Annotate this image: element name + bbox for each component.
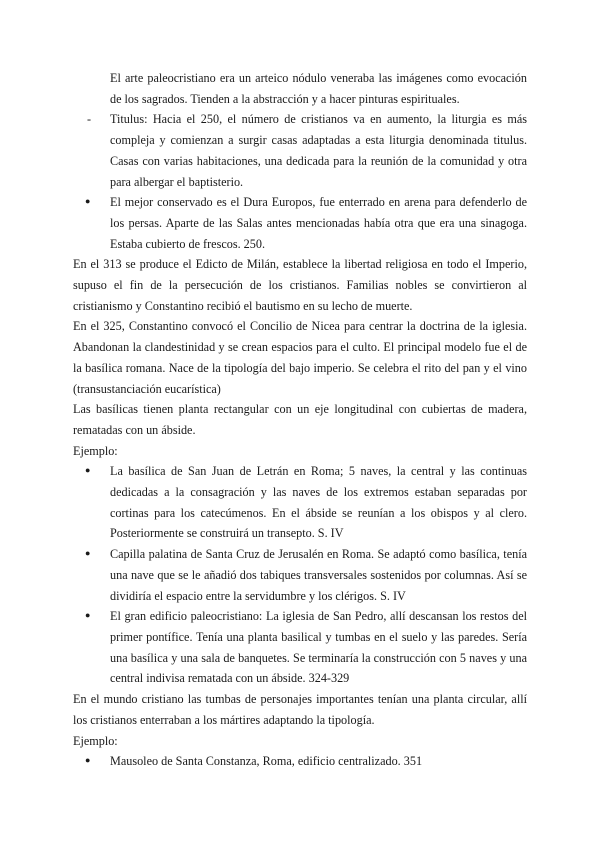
bullet-icon: ● [85,465,91,476]
intro-paragraph: El arte paleocristiano era un arteico nódulo veneraba las imágenes como evocación de los sagrados. Tienden a la abstracción y a hacer pinturas espirituales. [110,71,527,106]
san-pedro-paragraph: El gran edificio paleocristiano: La iglesia de San Pedro, allí descansan los restos del primer pontífice. Tenía una planta basilical y tumbas en el suelo y las paredes. Sería una basílica y una sala de banquetes. Se terminaría la construcción con 5 naves y una central indivisa rematada con un ábside. 324-329 [110,609,527,686]
concilio-nicea-paragraph: En el 325, Constantino convocó el Concilio de Nicea para centrar la doctrina de la iglesia. Abandonan la clandestinidad y se crean espacios para el culto. El principal modelo fue el de la basílica romana. Nace de la tipología del bajo imperio. Se celebra el rito del pan y el vino (transustanciación eucarística) [73,319,527,396]
bullet-icon: ● [85,548,91,559]
document-body [73,68,527,772]
dash-list-item-titulus [73,109,527,192]
letran-paragraph: La basílica de San Juan de Letrán en Roma; 5 naves, la central y las continuas dedicadas a la consagración y las naves de los extremos estaban separadas por cortinas para los catecúmenos. En el ábside se reunían a los obispos y al clero. Posteriormente se construirá un transepto. S. IV [110,464,527,541]
bullet-icon: ● [85,196,91,207]
dura-europos-paragraph: El mejor conservado es el Dura Europos, fue enterrado en arena para defenderlo de los persas. Aparte de las Salas antes mencionadas había otra que era una sinagoga. Estaba cubierto de frescos. 250. [110,195,527,251]
bullet-item-letran [73,461,527,544]
bullet-item-dura-europos [73,192,527,254]
edicto-milan-paragraph: En el 313 se produce el Edicto de Milán, establece la libertad religiosa en todo el Imperio, supuso el fin de la persecución de los cristianos. Familias nobles se convirtieron al cristianismo y Constantino recibió el bautismo en su lecho de muerte. [73,257,527,313]
titulus-paragraph: Titulus: Hacia el 250, el número de cristianos va en aumento, la liturgia es más compleja y comienzan a surgir casas adaptadas a esta liturgia denominada titulus. Casas con varias habitaciones, una dedicada para la reunión de la comunidad y otra para albergar el baptisterio. [110,112,527,189]
basilicas-paragraph: Las basílicas tienen planta rectangular con un eje longitudinal con cubiertas de madera, rematadas con un ábside. [73,402,527,437]
dash-marker: - [87,112,92,127]
bullet-item-san-pedro [73,606,527,689]
bullet-icon: ● [85,755,91,766]
ejemplo-label-1: Ejemplo: [73,443,118,458]
ejemplo-label-2: Ejemplo: [73,733,118,748]
bullet-item-capilla-palatina [73,544,527,606]
santa-constanza-paragraph: Mausoleo de Santa Constanza, Roma, edificio centralizado. 351 [110,754,423,769]
mundo-cristiano-paragraph: En el mundo cristiano las tumbas de personajes importantes tenían una planta circular, allí los cristianos enterraban a los mártires adaptando la tipología. [73,692,527,727]
bullet-item-santa-constanza [73,751,527,772]
capilla-paragraph: Capilla palatina de Santa Cruz de Jerusalén en Roma. Se adaptó como basílica, tenía una nave que se le añadió dos tabiques transversales sostenidos por columnas. Así se dividiría el espacio entre la servidumbre y los clérigos. S. IV [110,547,527,603]
bullet-icon: ● [85,610,91,621]
